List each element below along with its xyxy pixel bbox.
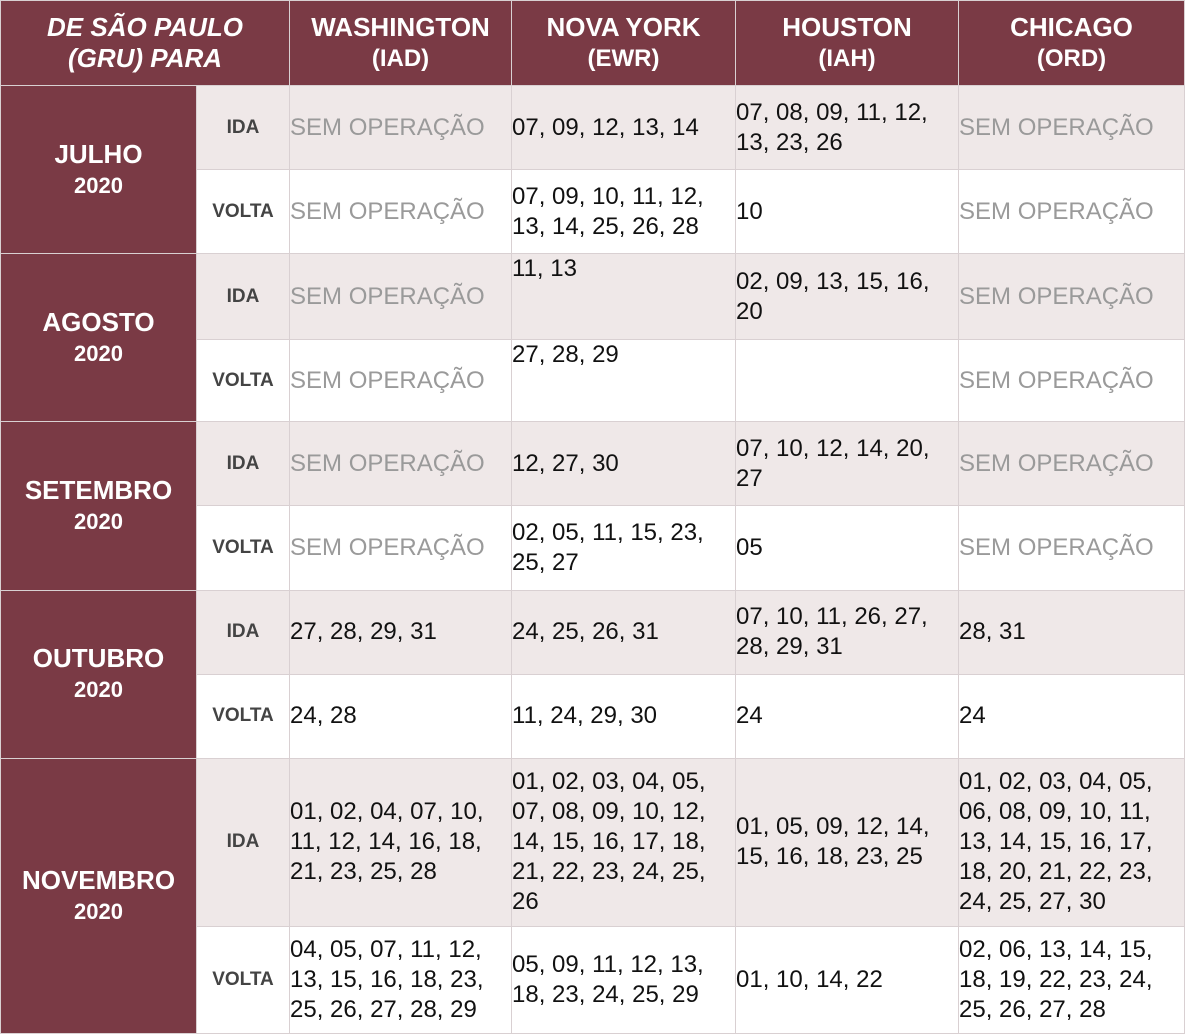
dates-cell-chicago: SEM OPERAÇÃO — [959, 422, 1185, 506]
dest-code: (EWR) — [587, 45, 660, 73]
dates-cell-chicago: 02, 06, 13, 14, 15, 18, 19, 22, 23, 24, 25, 26, 27, 28 — [959, 926, 1185, 1033]
dest-city: CHICAGO — [1010, 12, 1133, 43]
dates-cell-nova-york: 11, 24, 29, 30 — [512, 674, 736, 758]
month-name: JULHO — [54, 138, 143, 169]
direction-label-ida: IDA — [197, 86, 290, 170]
table-row-outubro-ida — [1, 590, 1185, 674]
header-row — [1, 1, 1185, 86]
dest-header-nova-york — [512, 1, 736, 86]
dates-cell-nova-york: 12, 27, 30 — [512, 422, 736, 506]
direction-label-volta: VOLTA — [197, 674, 290, 758]
dates-cell-houston: 07, 10, 11, 26, 27, 28, 29, 31 — [736, 590, 959, 674]
dest-header-washington — [290, 1, 512, 86]
dates-cell-washington: 24, 28 — [290, 674, 512, 758]
dates-cell-chicago: SEM OPERAÇÃO — [959, 340, 1185, 422]
dates-cell-washington: 04, 05, 07, 11, 12, 13, 15, 16, 18, 23, 25, 26, 27, 28, 29 — [290, 926, 512, 1033]
dates-cell-nova-york: 07, 09, 12, 13, 14 — [512, 86, 736, 170]
dest-code: (ORD) — [1036, 45, 1107, 73]
dates-cell-houston: 07, 08, 09, 11, 12, 13, 23, 26 — [736, 86, 959, 170]
direction-label-ida: IDA — [197, 758, 290, 926]
month-cell-agosto — [1, 254, 197, 422]
table-row-novembro-ida — [1, 758, 1185, 926]
dates-cell-nova-york: 24, 25, 26, 31 — [512, 590, 736, 674]
dates-cell-houston: 02, 09, 13, 15, 16, 20 — [736, 254, 959, 340]
dates-cell-houston: 24 — [736, 674, 959, 758]
direction-label-ida: IDA — [197, 254, 290, 340]
dates-cell-houston: 05 — [736, 506, 959, 590]
dates-cell-washington: SEM OPERAÇÃO — [290, 170, 512, 254]
dates-cell-washington: 01, 02, 04, 07, 10, 11, 12, 14, 16, 18, 21, 23, 25, 28 — [290, 758, 512, 926]
dates-cell-houston: 10 — [736, 170, 959, 254]
direction-label-volta: VOLTA — [197, 926, 290, 1033]
dates-cell-chicago: SEM OPERAÇÃO — [959, 506, 1185, 590]
dates-cell-washington: SEM OPERAÇÃO — [290, 422, 512, 506]
dates-cell-chicago: 01, 02, 03, 04, 05, 06, 08, 09, 10, 11, 13, 14, 15, 16, 17, 18, 20, 21, 22, 23, 24, 25, 27, 30 — [959, 758, 1185, 926]
direction-label-ida: IDA — [197, 590, 290, 674]
month-year: 2020 — [74, 172, 123, 198]
origin-line-1: DE SÃO PAULO — [47, 12, 243, 43]
table-row-setembro-ida — [1, 422, 1185, 506]
month-cell-outubro — [1, 590, 197, 758]
month-year: 2020 — [74, 508, 123, 534]
dates-cell-nova-york: 05, 09, 11, 12, 13, 18, 23, 24, 25, 29 — [512, 926, 736, 1033]
dates-cell-nova-york: 01, 02, 03, 04, 05, 07, 08, 09, 10, 12, 14, 15, 16, 17, 18, 21, 22, 23, 24, 25, 26 — [512, 758, 736, 926]
dates-cell-houston — [736, 340, 959, 422]
dest-city: HOUSTON — [782, 12, 912, 43]
month-year: 2020 — [74, 898, 123, 924]
month-cell-julho — [1, 86, 197, 254]
dates-cell-chicago: SEM OPERAÇÃO — [959, 86, 1185, 170]
dest-city: NOVA YORK — [546, 12, 701, 43]
dest-header-chicago — [959, 1, 1185, 86]
month-cell-setembro — [1, 422, 197, 590]
direction-label-volta: VOLTA — [197, 340, 290, 422]
dest-header-houston — [736, 1, 959, 86]
month-name: NOVEMBRO — [21, 864, 176, 895]
dates-cell-chicago: 28, 31 — [959, 590, 1185, 674]
dates-cell-houston: 07, 10, 12, 14, 20, 27 — [736, 422, 959, 506]
dates-cell-chicago: SEM OPERAÇÃO — [959, 254, 1185, 340]
direction-label-volta: VOLTA — [197, 170, 290, 254]
dates-cell-houston: 01, 10, 14, 22 — [736, 926, 959, 1033]
dates-cell-nova-york: 07, 09, 10, 11, 12, 13, 14, 25, 26, 28 — [512, 170, 736, 254]
month-year: 2020 — [74, 340, 123, 366]
origin-header — [1, 1, 290, 86]
dates-cell-chicago: SEM OPERAÇÃO — [959, 170, 1185, 254]
direction-label-ida: IDA — [197, 422, 290, 506]
dates-cell-nova-york: 02, 05, 11, 15, 23, 25, 27 — [512, 506, 736, 590]
table-row-agosto-ida — [1, 254, 1185, 340]
dates-cell-washington: SEM OPERAÇÃO — [290, 506, 512, 590]
dates-cell-washington: SEM OPERAÇÃO — [290, 86, 512, 170]
dates-cell-chicago: 24 — [959, 674, 1185, 758]
direction-label-volta: VOLTA — [197, 506, 290, 590]
origin-line-2: (GRU) PARA — [67, 43, 223, 74]
month-name: AGOSTO — [42, 306, 155, 337]
table-row-julho-ida — [1, 86, 1185, 170]
dates-cell-washington: SEM OPERAÇÃO — [290, 340, 512, 422]
dates-cell-nova-york: 11, 13 — [512, 254, 736, 340]
month-year: 2020 — [74, 677, 123, 703]
dest-city: WASHINGTON — [311, 12, 490, 43]
month-name: OUTUBRO — [32, 643, 165, 674]
dates-cell-nova-york: 27, 28, 29 — [512, 340, 736, 422]
month-cell-novembro — [1, 758, 197, 1033]
month-name: SETEMBRO — [24, 474, 173, 505]
dates-cell-washington: 27, 28, 29, 31 — [290, 590, 512, 674]
dest-code: (IAD) — [371, 45, 430, 73]
dates-cell-washington: SEM OPERAÇÃO — [290, 254, 512, 340]
dest-code: (IAH) — [818, 45, 876, 73]
dates-cell-houston: 01, 05, 09, 12, 14, 15, 16, 18, 23, 25 — [736, 758, 959, 926]
